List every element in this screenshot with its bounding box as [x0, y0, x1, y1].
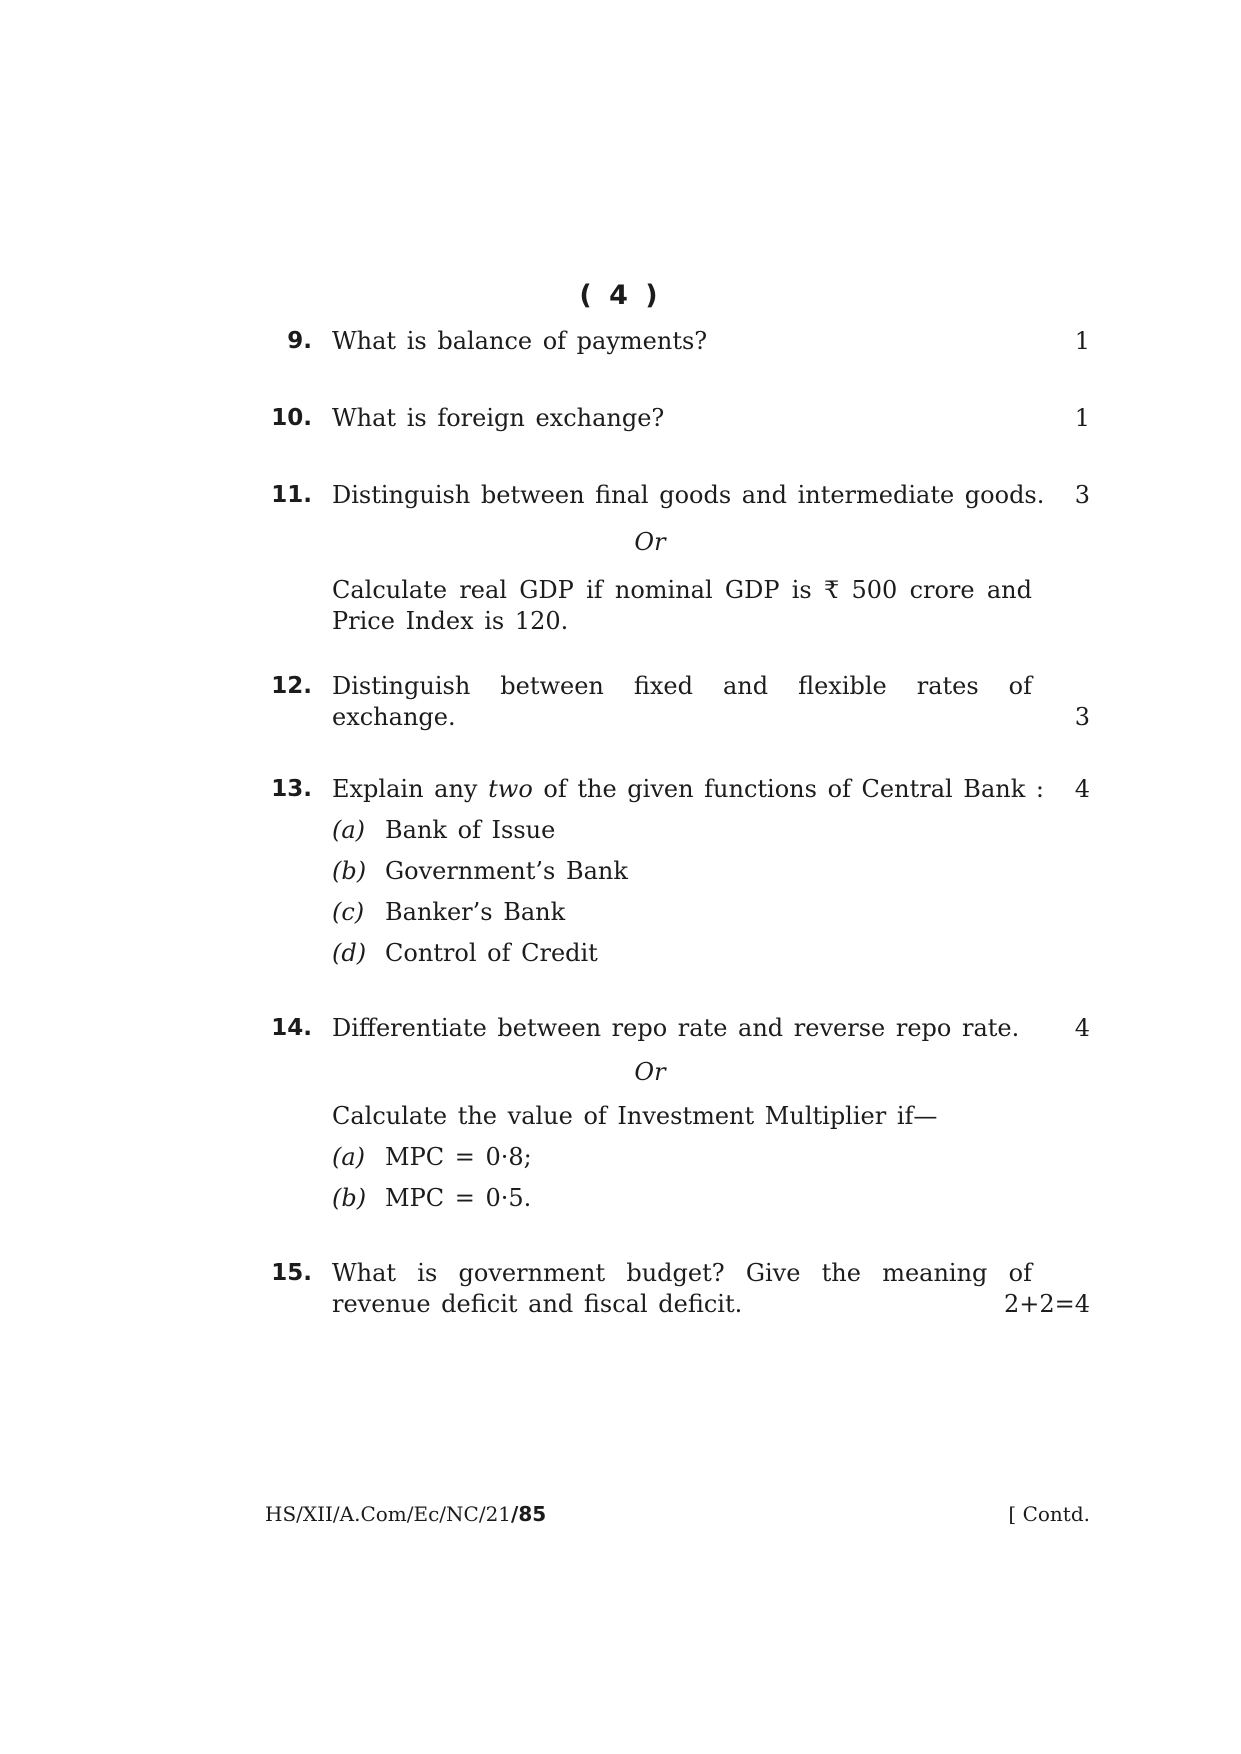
paper-code-suffix: /85 — [511, 1502, 547, 1526]
question-marks: 2+2=4 — [1003, 1290, 1090, 1318]
question-number: 14. — [271, 1015, 312, 1041]
question-text: Explain any two of the given functions of Central Bank : — [332, 775, 1044, 803]
question-text-line: revenue deficit and fiscal deficit. — [332, 1290, 743, 1318]
option-text: Control of Credit — [385, 939, 598, 967]
question-number: 15. — [271, 1260, 312, 1286]
question-text: What is foreign exchange? — [332, 404, 665, 432]
question-text-line: exchange. — [332, 703, 456, 731]
option-item — [332, 1142, 1032, 1173]
question-marks: 3 — [1074, 481, 1090, 509]
question-marks: 4 — [1074, 1014, 1090, 1042]
question-marks: 1 — [1074, 404, 1090, 432]
continued-label: [ Contd. — [1008, 1502, 1090, 1526]
option-label: (b) — [332, 1184, 367, 1212]
question-text-line: Distinguish between fixed and flexible rates of — [332, 672, 1032, 700]
question-marks: 1 — [1074, 327, 1090, 355]
option-text: Banker’s Bank — [385, 898, 566, 926]
option-item — [332, 1183, 1032, 1214]
question-text: Distinguish between final goods and intermediate goods. — [332, 481, 1045, 509]
question-number: 11. — [271, 482, 312, 508]
paper-code: HS/XII/A.Com/Ec/NC/21/85 — [265, 1502, 547, 1526]
question-marks: 3 — [1074, 703, 1090, 731]
option-text: MPC = 0·8; — [385, 1143, 532, 1171]
alternative-question-line: Price Index is 120. — [332, 607, 569, 635]
option-text: Bank of Issue — [385, 816, 556, 844]
option-item — [332, 856, 1032, 887]
question-number: 9. — [287, 328, 312, 354]
option-item — [332, 815, 1032, 846]
option-label: (a) — [332, 816, 366, 844]
option-text: Government’s Bank — [385, 857, 628, 885]
option-item — [332, 938, 1032, 969]
question-marks: 4 — [1074, 775, 1090, 803]
question-number: 12. — [271, 673, 312, 699]
question-number: 13. — [271, 776, 312, 802]
question-text-line: What is government budget? Give the meaning of — [332, 1259, 1032, 1287]
page-number: ( 4 ) — [579, 280, 662, 311]
option-label: (b) — [332, 857, 367, 885]
option-item — [332, 897, 1032, 928]
question-number: 10. — [271, 405, 312, 431]
or-separator: Or — [634, 528, 666, 556]
alternative-question-text: Calculate the value of Investment Multiplier if— — [332, 1102, 938, 1130]
question-text: Differentiate between repo rate and reverse repo rate. — [332, 1014, 1020, 1042]
question-text: What is balance of payments? — [332, 327, 708, 355]
option-text: MPC = 0·5. — [385, 1184, 532, 1212]
option-label: (c) — [332, 898, 365, 926]
option-label: (a) — [332, 1143, 366, 1171]
or-separator: Or — [634, 1058, 666, 1086]
option-label: (d) — [332, 939, 367, 967]
emphasis-text: two — [488, 775, 533, 803]
